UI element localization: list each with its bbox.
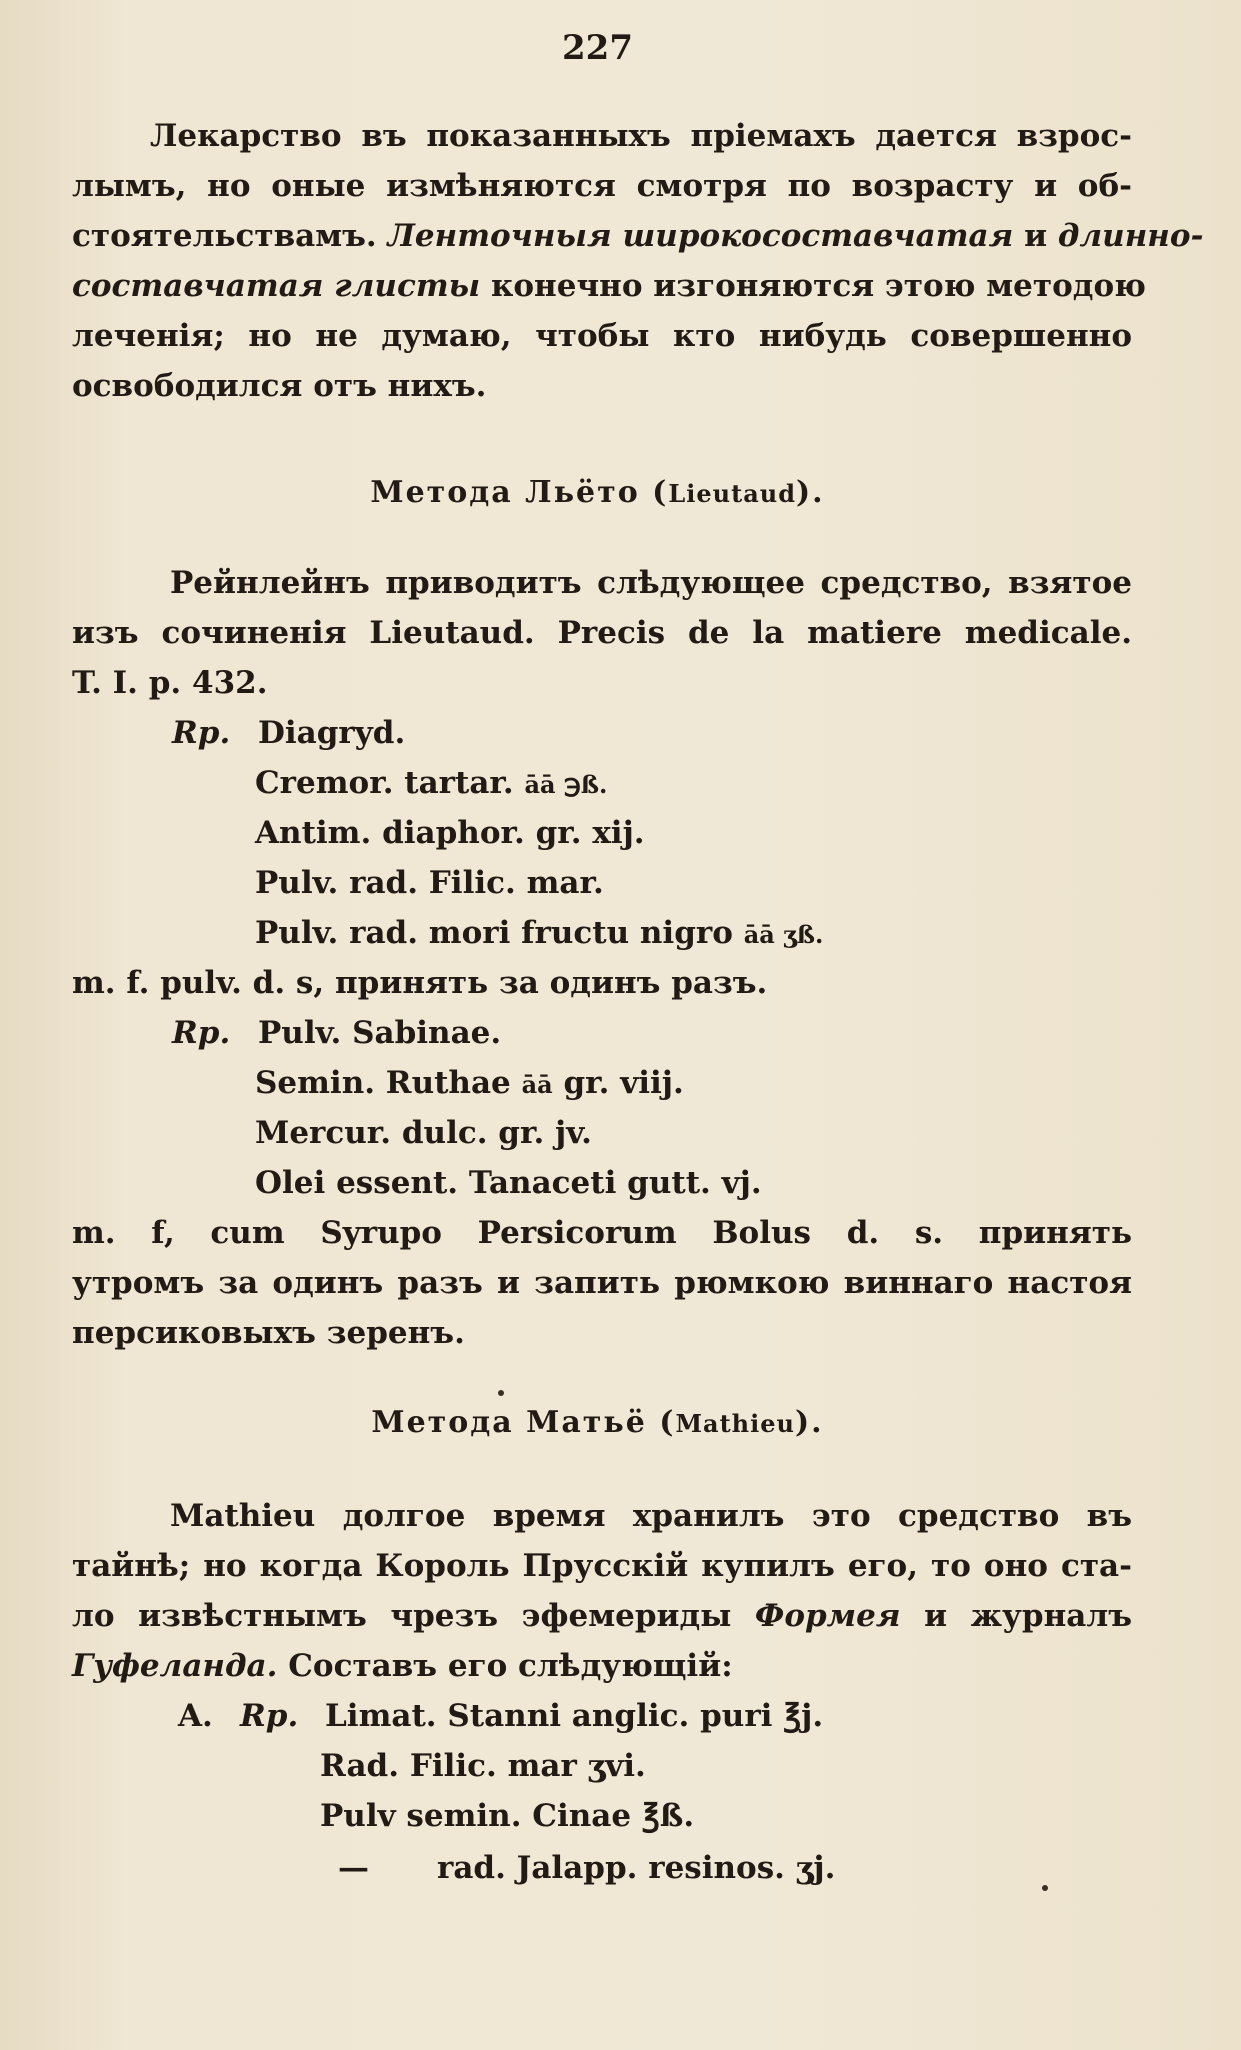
recipe-line: Cremor. tartar. āā ℈ß. xyxy=(255,765,608,801)
recipe-line: Pulv. rad. mori fructu nigro āā ʒß. xyxy=(255,915,824,951)
recipe-rp-label: Rp. xyxy=(240,1698,299,1734)
recipe-line: Rad. Filic. mar ʒvi. xyxy=(320,1748,646,1784)
section2-line-1: Mathieu долгое время хранилъ это средство въ xyxy=(170,1498,1132,1534)
recipe-line: Mercur. dulc. gr. jv. xyxy=(255,1115,592,1151)
recipe-instruction: персиковыхъ зеренъ. xyxy=(72,1315,465,1351)
recipe-line: rad. Jalapp. resinos. ʒj. xyxy=(437,1850,836,1886)
page-number: 227 xyxy=(562,28,633,68)
intro-line-6: освободился отъ нихъ. xyxy=(72,368,487,404)
recipe-instruction: утромъ за одинъ разъ и запить рюмкою виннаго настоя xyxy=(72,1265,1132,1301)
intro-line-1: Лекарство въ показанныхъ пріемахъ дается взрос- xyxy=(150,118,1132,154)
recipe-line: Pulv. rad. Filic. mar. xyxy=(255,865,604,901)
recipe-line: Pulv. Sabinae. xyxy=(258,1015,502,1051)
section1-line-2: изъ сочиненія Lieutaud. Precis de la matiere medicale. xyxy=(72,615,1132,651)
intro-line-3: стоятельствамъ. Ленточныя широкосоставчатая и длинно- xyxy=(72,218,1204,254)
recipe-instruction: m. f, cum Syrupo Persicorum Bolus d. s. принять xyxy=(72,1215,1132,1251)
intro-line-5: леченія; но не думаю, чтобы кто нибудь совершенно xyxy=(72,318,1132,354)
recipe-instruction: m. f. pulv. d. s, принять за одинъ разъ. xyxy=(72,965,768,1001)
section2-line-3: ло извѣстнымъ чрезъ эфемериды Формея и журналъ xyxy=(72,1598,1132,1634)
intro-line-4: составчатая глисты конечно изгоняются этою методою xyxy=(72,268,1146,304)
section1-line-3: T. I. p. 432. xyxy=(72,665,268,701)
recipe-line: Semin. Ruthae āā gr. viij. xyxy=(255,1065,684,1101)
print-speck xyxy=(1042,1885,1048,1891)
recipe-line: Pulv semin. Cinae ℥ß. xyxy=(320,1798,695,1834)
recipe-line: Limat. Stanni anglic. puri ℥j. xyxy=(325,1698,824,1734)
section-heading-lieutaud: Метода Льёто (Lieutaud). xyxy=(370,475,825,510)
recipe-label: A. xyxy=(178,1698,213,1734)
section1-line-1: Рейнлейнъ приводитъ слѣдующее средство, взятое xyxy=(170,565,1132,601)
section-heading-mathieu: Метода Матьё (Mathieu). xyxy=(371,1405,824,1440)
recipe-line: Diagryd. xyxy=(258,715,406,751)
intro-line-2: лымъ, но оные измѣняются смотря по возрасту и об- xyxy=(72,168,1132,204)
print-speck xyxy=(498,1390,504,1396)
recipe-line: Antim. diaphor. gr. xij. xyxy=(255,815,645,851)
recipe-dash: — xyxy=(338,1850,369,1886)
recipe-line: Olei essent. Tanaceti gutt. vj. xyxy=(255,1165,762,1201)
recipe-rp-label: Rp. xyxy=(172,715,231,751)
section2-line-4: Гуфеланда. Составъ его слѣдующій: xyxy=(72,1648,733,1684)
recipe-rp-label: Rp. xyxy=(172,1015,231,1051)
section2-line-2: тайнѣ; но когда Король Прусскій купилъ его, то оно ста- xyxy=(72,1548,1132,1584)
